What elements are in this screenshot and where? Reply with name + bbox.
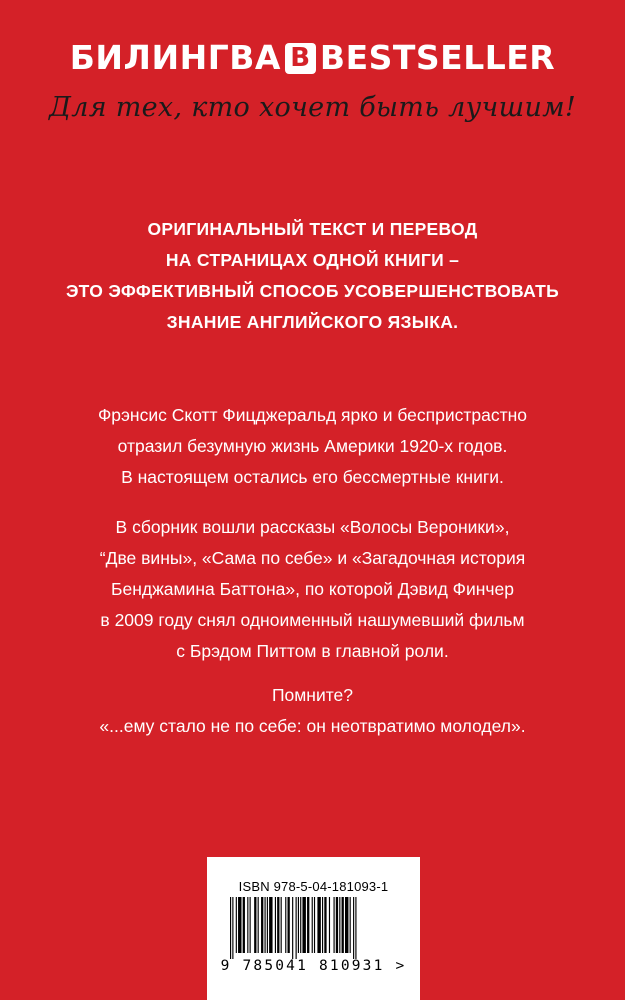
barcode-bar xyxy=(339,897,340,953)
description-line: в 2009 году снял одноименный нашумевший фильм xyxy=(100,610,525,630)
barcode-digits: 9 785041 810931 > xyxy=(220,958,407,974)
barcode-bar xyxy=(322,897,323,953)
description-paragraph-2 xyxy=(0,512,625,667)
description-line: В сборник вошли рассказы «Волосы Вероники», xyxy=(115,517,510,537)
series-name-left: БИЛИНГВА xyxy=(69,38,281,77)
barcode-bar xyxy=(236,897,237,953)
barcode-bar xyxy=(254,897,256,953)
barcode-bar xyxy=(329,897,330,953)
barcode-bar xyxy=(250,897,251,953)
barcode-bar xyxy=(275,897,276,953)
series-logo xyxy=(0,38,625,78)
description-line: “Две вины», «Сама по себе» и «Загадочная история xyxy=(99,548,526,568)
barcode-bar xyxy=(302,897,305,953)
description-line: «...ему стало не по себе: он неотвратимо молодел». xyxy=(99,716,526,736)
barcode-bar xyxy=(238,897,241,953)
barcode-bar xyxy=(355,897,356,959)
description-line: В настоящем остались его бессмертные книги. xyxy=(121,467,504,487)
barcode-bar xyxy=(353,897,354,959)
description-line: Бенджамина Баттона», по которой Дэвид Финчер xyxy=(110,579,515,599)
barcode-bar xyxy=(230,897,231,959)
barcode-bar xyxy=(298,897,299,953)
barcode-bar xyxy=(285,897,286,953)
barcode-bar xyxy=(288,897,290,953)
barcode-bar xyxy=(269,897,272,953)
barcode-bar xyxy=(277,897,279,953)
barcode-bar xyxy=(281,897,282,953)
barcode-bar xyxy=(324,897,326,953)
intro-line: ОРИГИНАЛЬНЫЙ ТЕКСТ И ПЕРЕВОД xyxy=(147,219,478,239)
description-line: Фрэнсис Скотт Фицджеральд ярко и беспристрастно xyxy=(97,405,528,425)
isbn-label: ISBN 978-5-04-181093-1 xyxy=(238,879,389,894)
barcode-bar xyxy=(350,897,351,953)
barcode-icon xyxy=(230,897,397,959)
barcode-bar xyxy=(258,897,259,953)
barcode-bar xyxy=(261,897,263,953)
barcode-panel xyxy=(207,857,420,1000)
barcode-bar xyxy=(307,897,309,953)
barcode-bar xyxy=(292,897,293,959)
intro-line: ЗНАНИЕ АНГЛИЙСКОГО ЯЗЫКА. xyxy=(166,312,459,332)
intro-line: НА СТРАНИЦАХ ОДНОЙ КНИГИ – xyxy=(165,250,460,270)
barcode-bar xyxy=(300,897,301,953)
description-line: отразил безумную жизнь Америки 1920-х годов. xyxy=(117,436,508,456)
barcode-bar xyxy=(336,897,338,953)
barcode-bar xyxy=(232,897,233,959)
barcode-bar xyxy=(247,897,248,953)
series-slogan: Для тех, кто хочет быть лучшим! xyxy=(48,92,577,123)
barcode-bar xyxy=(317,897,320,953)
series-badge-icon: B xyxy=(285,43,316,74)
barcode-bar xyxy=(265,897,266,953)
barcode-bar xyxy=(345,897,348,953)
barcode-bar xyxy=(342,897,344,953)
description-paragraph-1 xyxy=(0,400,625,493)
barcode-bar xyxy=(314,897,315,953)
description-paragraph-3 xyxy=(0,680,625,742)
barcode-bar xyxy=(267,897,268,953)
barcode-bar xyxy=(296,897,297,959)
intro-block xyxy=(0,214,625,338)
barcode-bar xyxy=(312,897,313,953)
barcode-bar xyxy=(243,897,245,953)
series-name-right: BESTSELLER xyxy=(319,38,556,77)
intro-line: ЭТО ЭФФЕКТИВНЫЙ СПОСОБ УСОВЕРШЕНСТВОВАТЬ xyxy=(65,281,560,301)
description-line: Помните? xyxy=(271,685,354,705)
description-line: с Брэдом Питтом в главной роли. xyxy=(176,641,449,661)
barcode-bar xyxy=(334,897,335,953)
